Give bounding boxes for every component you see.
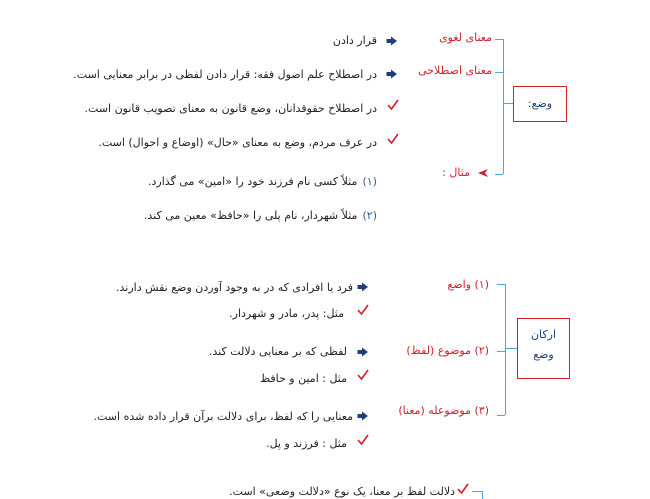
pillar-2-description: لفظی که بر معنایی دلالت کند. bbox=[208, 345, 347, 358]
footer-text: دلالت لفظ بر معنا، یک نوع «دلالت وضعی» است. bbox=[229, 485, 455, 498]
concept-box-arkan bbox=[517, 318, 570, 379]
example-2-text: مثلاً شهردار، نام پلی را «حافظ» معین می کند. bbox=[143, 209, 358, 222]
example-2-number: (۲) bbox=[362, 209, 377, 222]
example-1-number: (۱) bbox=[362, 175, 377, 188]
bracket-vertical-1 bbox=[503, 39, 504, 174]
concept-box-line-1: ارکان bbox=[530, 328, 557, 341]
concept-box-label: وضع: bbox=[527, 97, 553, 110]
check-icon bbox=[357, 434, 369, 446]
check-icon bbox=[387, 133, 399, 145]
pillar-3-description: معنایی را که لفظ، برای دلالت برآن قرار داده شده است. bbox=[93, 410, 353, 423]
example-2 bbox=[144, 204, 377, 223]
technical-arrow-icon bbox=[386, 69, 398, 79]
pillar-2-arrow-icon bbox=[357, 347, 369, 357]
pillar-1-arrow-icon bbox=[357, 282, 369, 292]
lexical-meaning-text: قرار دادن bbox=[332, 34, 377, 47]
bracket-to-box-2 bbox=[505, 348, 517, 349]
check-icon bbox=[357, 304, 369, 316]
example-1-text: مثلاً کسی نام فرزند خود را «امین» می گذارد. bbox=[148, 175, 358, 188]
branch-technical-meaning: معنای اصطلاحی bbox=[418, 64, 492, 77]
technical-text-2: در اصطلاح حقوقدانان، وضع قانون به معنای تصویب قانون است. bbox=[84, 102, 377, 115]
pillar-2-label: (۲) موضوع (لفظ) bbox=[406, 344, 489, 357]
example-arrow-icon bbox=[477, 168, 489, 178]
pillar-1-example: مثل: پدر، مادر و شهردار. bbox=[229, 307, 344, 320]
bracket-to-box-1 bbox=[503, 103, 513, 104]
pillar-3-label: (۳) موضوعله (معنا) bbox=[398, 404, 489, 417]
bracket-tick-pillar-1 bbox=[497, 284, 505, 285]
lexical-arrow-icon bbox=[386, 36, 398, 46]
pillar-1-description: فرد یا افرادی که در به وجود آوردن وضع نقش دارند. bbox=[116, 281, 353, 294]
pillar-1-label: (۱) واضع bbox=[447, 278, 489, 291]
pillar-2-example: مثل : امین و حافظ bbox=[259, 372, 347, 385]
check-icon bbox=[387, 99, 399, 111]
pillar-3-example: مثل : فرزند و پل. bbox=[266, 437, 347, 450]
bracket-tick-pillar-2 bbox=[497, 351, 505, 352]
bracket-vertical-2 bbox=[505, 284, 506, 415]
check-icon bbox=[357, 369, 369, 381]
bracket-tick-pillar-3 bbox=[497, 415, 505, 416]
branch-example: مثال : bbox=[442, 166, 470, 179]
pillar-3-arrow-icon bbox=[357, 411, 369, 421]
technical-text-3: در عرف مردم، وضع به معنای «حال» (اوضاع و احوال) است. bbox=[98, 136, 377, 149]
bracket-tick-technical bbox=[495, 72, 503, 73]
concept-box-wad bbox=[513, 86, 567, 122]
example-1 bbox=[148, 170, 377, 189]
bracket-tick-example bbox=[495, 174, 503, 175]
check-icon bbox=[457, 483, 469, 495]
footer-bracket-tick bbox=[472, 491, 482, 492]
bracket-tick-lexical bbox=[495, 39, 503, 40]
branch-lexical-meaning: معنای لغوی bbox=[439, 31, 492, 44]
concept-box-line-2: وضع bbox=[533, 348, 554, 361]
technical-text-1: در اصطلاح علم اصول فقه: قرار دادن لفظی در برابر معنایی است. bbox=[73, 68, 377, 81]
